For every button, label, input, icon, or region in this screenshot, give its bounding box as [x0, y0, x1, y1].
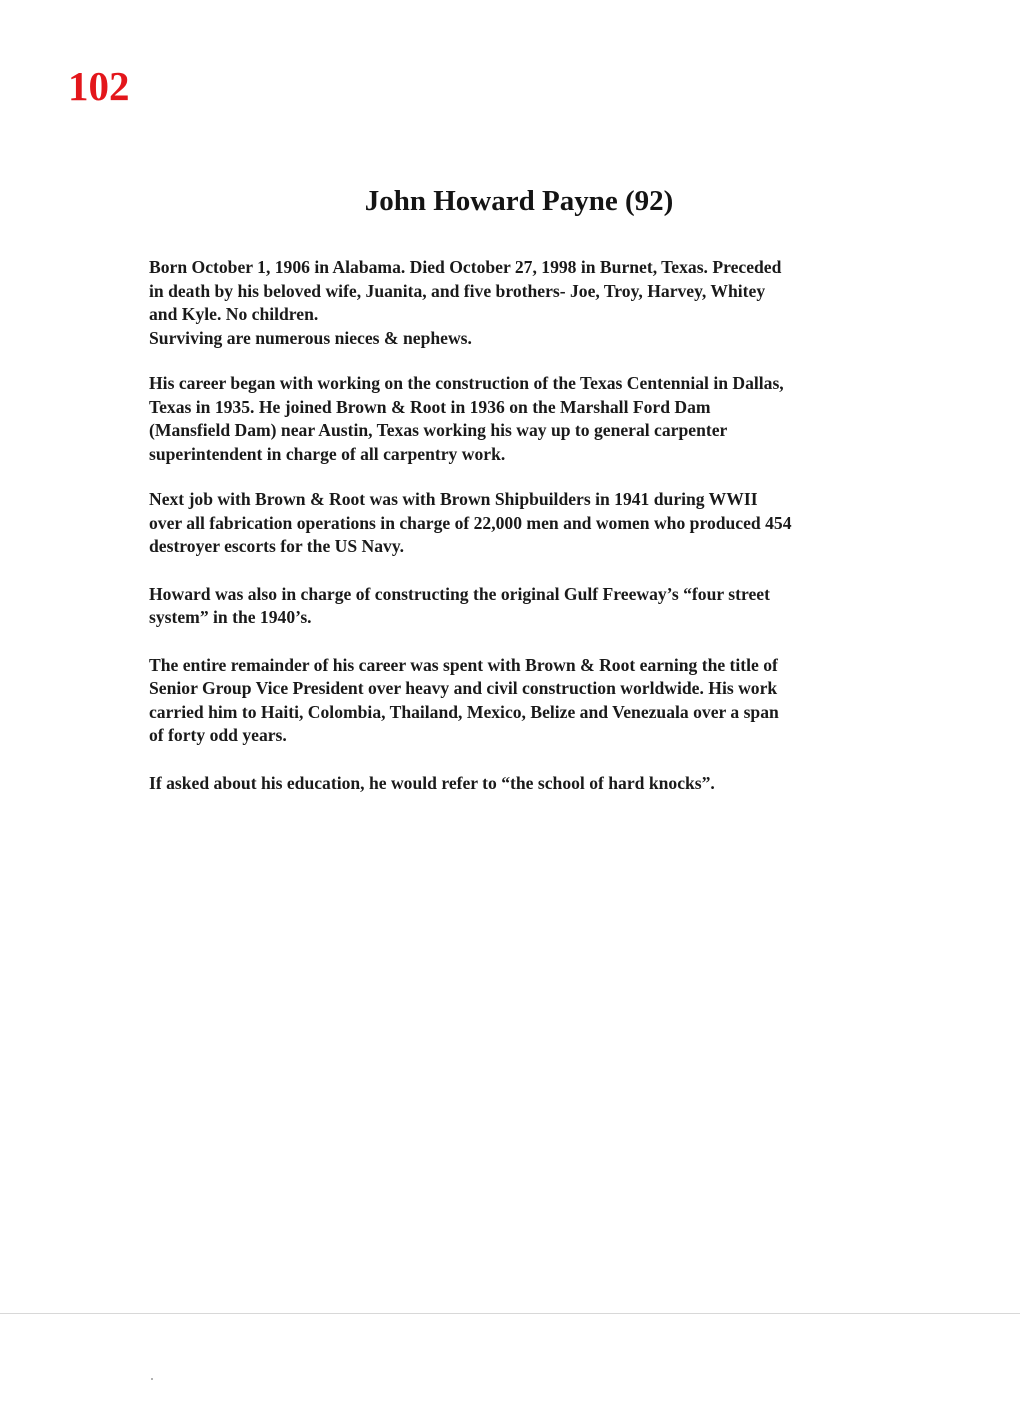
text-line: His career began with working on the construction of the Texas Centennial in Dallas,	[149, 373, 784, 393]
text-line: Born October 1, 1906 in Alabama. Died October 27, 1998 in Burnet, Texas. Preceded	[149, 257, 782, 277]
text-line: Next job with Brown & Root was with Brown Shipbuilders in 1941 during WWII	[149, 489, 758, 509]
scan-edge-divider	[0, 1313, 1020, 1314]
paragraph-gulf-freeway	[149, 583, 894, 630]
text-line: of forty odd years.	[149, 725, 287, 745]
page-number: 102	[68, 63, 130, 109]
text-line: Howard was also in charge of constructing the original Gulf Freeway’s “four street	[149, 583, 770, 604]
text-line: in death by his beloved wife, Juanita, and five brothers- Joe, Troy, Harvey, Whitey	[149, 280, 766, 301]
text-line: superintendent in charge of all carpentry work.	[149, 443, 506, 464]
paragraph-remainder	[149, 654, 894, 748]
obituary-body	[149, 256, 894, 819]
text-line: The entire remainder of his career was spent with Brown & Root earning the title of	[149, 654, 778, 675]
text-line: If asked about his education, he would refer to “the school of hard knocks”.	[149, 772, 715, 793]
text-line: (Mansfield Dam) near Austin, Texas working his way up to general carpenter	[149, 420, 728, 440]
text-line: Surviving are numerous nieces & nephews.	[149, 327, 472, 348]
text-line: Texas in 1935. He joined Brown & Root in 1936 on the Marshall Ford Dam	[149, 396, 711, 417]
paragraph-birth	[149, 256, 894, 350]
text-line: system” in the 1940’s.	[149, 607, 312, 627]
text-line: and Kyle. No children.	[149, 304, 319, 324]
scan-speck	[151, 1378, 153, 1380]
text-line: destroyer escorts for the US Navy.	[149, 536, 405, 556]
text-line: over all fabrication operations in charge of 22,000 men and women who produced 454	[149, 512, 792, 533]
page-title: John Howard Payne (92)	[364, 185, 674, 217]
paragraph-shipbuilders	[149, 488, 894, 559]
text-line: carried him to Haiti, Colombia, Thailand, Mexico, Belize and Venezuala over a span	[149, 701, 779, 722]
paragraph-career	[149, 372, 894, 466]
paragraph-education	[149, 772, 894, 796]
text-line: Senior Group Vice President over heavy and civil construction worldwide. His work	[149, 678, 778, 698]
